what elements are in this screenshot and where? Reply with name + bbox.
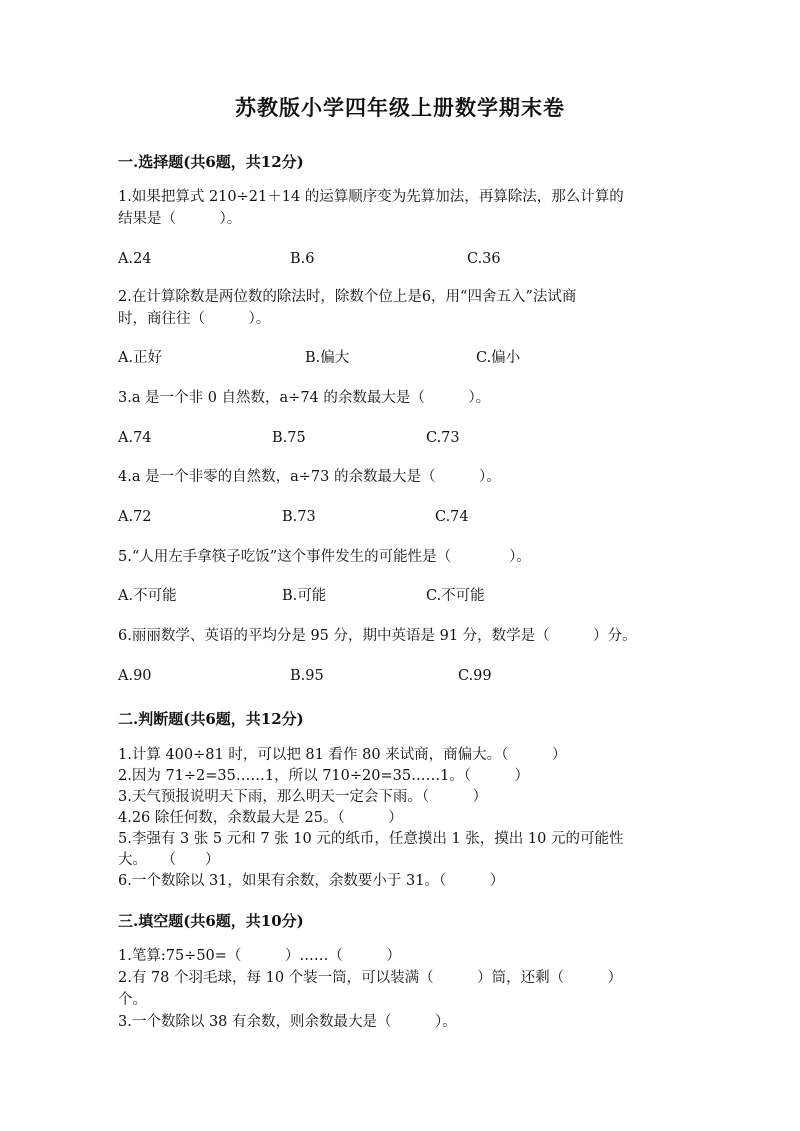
option-a: A.90: [118, 668, 152, 684]
question-text: 时，商往往（ ）。: [118, 311, 271, 327]
question-text: 4.a 是一个非零的自然数，a÷73 的余数最大是（ ）。: [118, 469, 501, 485]
fill-blank-item: 个。: [118, 992, 147, 1008]
option-a: A.24: [118, 251, 152, 267]
question-text: 6.丽丽数学、英语的平均分是 95 分，期中英语是 91 分，数学是（ ）分。: [118, 628, 637, 644]
option-c: C.74: [435, 509, 469, 525]
option-b: B.偏大: [305, 350, 350, 366]
judgment-item: 6.一个数除以 31，如果有余数，余数要小于 31。（ ）: [118, 873, 505, 889]
question-text: 2.在计算除数是两位数的除法时，除数个位上是6，用“四舍五入”法试商: [118, 289, 577, 305]
fill-blank-item: 1.笔算:75÷50=（ ）……（ ）: [118, 948, 401, 964]
judgment-item: 3.天气预报说明天下雨，那么明天一定会下雨。（ ）: [118, 789, 488, 805]
option-b: B.可能: [282, 588, 327, 604]
judgment-item: 2.因为 71÷2=35……1，所以 710÷20=35……1。（ ）: [118, 768, 530, 784]
judgment-item: 4.26 除任何数，余数最大是 25。（ ）: [118, 810, 403, 826]
option-b: B.95: [290, 668, 324, 684]
option-b: B.73: [282, 509, 316, 525]
question-text: 5.“人用左手拿筷子吃饭”这个事件发生的可能性是（ ）。: [118, 549, 531, 565]
section-heading-choice: 一.选择题(共6题，共12分): [118, 153, 304, 171]
option-c: C.73: [426, 430, 460, 446]
question-text: 1.如果把算式 210÷21＋14 的运算顺序变为先算加法，再算除法，那么计算的: [118, 189, 624, 205]
judgment-item: 5.李强有 3 张 5 元和 7 张 10 元的纸币，任意摸出 1 张，摸出 10 元的可能性: [118, 831, 624, 847]
option-a: A.不可能: [118, 588, 177, 604]
option-b: B.6: [290, 251, 315, 267]
section-heading-fill-blank: 三.填空题(共6题，共10分): [118, 912, 304, 930]
option-b: B.75: [272, 430, 306, 446]
judgment-item: 1.计算 400÷81 时，可以把 81 看作 80 来试商，商偏大。（ ）: [118, 747, 567, 763]
judgment-item: 大。 （ ）: [118, 852, 220, 868]
option-c: C.偏小: [476, 350, 521, 366]
option-a: A.正好: [118, 350, 163, 366]
question-text: 结果是（ ）。: [118, 211, 242, 227]
section-heading-judgment: 二.判断题(共6题，共12分): [118, 710, 304, 728]
page-title: 苏教版小学四年级上册数学期末卷: [235, 95, 565, 120]
question-text: 3.a 是一个非 0 自然数，a÷74 的余数最大是（ ）。: [118, 390, 491, 406]
option-c: C.99: [458, 668, 492, 684]
option-a: A.74: [118, 430, 152, 446]
fill-blank-item: 3.一个数除以 38 有余数，则余数最大是（ ）。: [118, 1014, 457, 1030]
fill-blank-item: 2.有 78 个羽毛球，每 10 个装一筒，可以装满（ ）筒，还剩（ ）: [118, 970, 623, 986]
option-c: C.不可能: [426, 588, 485, 604]
option-c: C.36: [467, 251, 501, 267]
option-a: A.72: [118, 509, 152, 525]
